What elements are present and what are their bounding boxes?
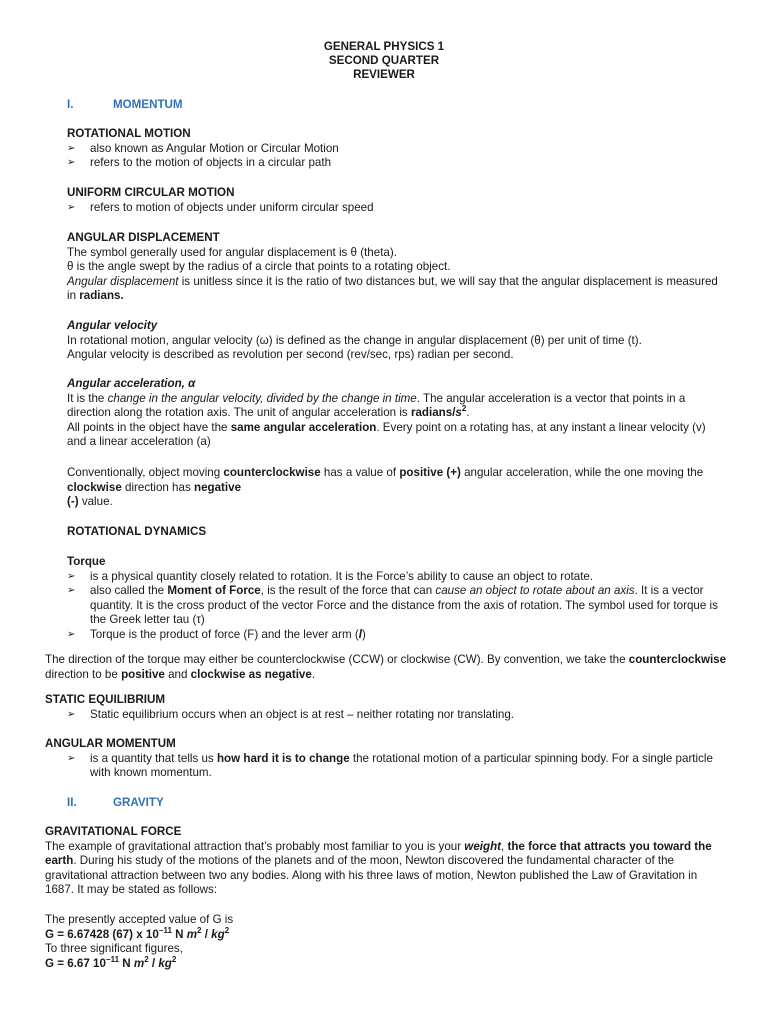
exponent: 2: [197, 925, 202, 935]
paragraph: [67, 275, 727, 304]
list-item-text: refers to motion of objects under uniform circular speed: [90, 200, 374, 214]
unit-variable: s: [455, 406, 462, 420]
exponent: −11: [105, 954, 120, 964]
italic-term: cause an object to rotate about an axis: [435, 584, 635, 598]
section-heading-gravity: [67, 796, 164, 811]
text-run: The direction of the torque may either be counterclockwise (CCW) or clockwise (CW). By convention, we take the: [45, 653, 629, 666]
list-item: [67, 201, 727, 216]
text-run: . It is a vector quantity. It is the cross product of the vector Force and the distance from the axis of rotation. The symbol used for torque is the Greek letter tau (τ): [90, 584, 718, 627]
text-run: G = 6.67428 (67) x 10: [45, 927, 159, 941]
rotational-motion-heading: ROTATIONAL MOTION: [67, 127, 191, 140]
list-item-text: refers to the motion of objects in a circular path: [90, 156, 332, 170]
text-run: .: [311, 667, 316, 681]
angular-momentum-heading: ANGULAR MOMENTUM: [45, 737, 176, 750]
arrowhead-bullet-icon: ➢: [67, 585, 76, 597]
text-run: and: [164, 667, 191, 681]
section-title: GRAVITY: [113, 796, 164, 809]
exponent: 2: [224, 925, 230, 935]
arrowhead-bullet-icon: ➢: [67, 752, 76, 764]
paragraph: [67, 421, 727, 450]
text-run: value.: [78, 495, 113, 509]
bold-term: negative: [193, 480, 242, 494]
rotation-direction-paragraph: [67, 466, 727, 510]
bold-term: radians.: [79, 289, 124, 303]
paragraph: In rotational motion, angular velocity (ω) is defined as the change in angular displacement (θ) per unit of time (t).: [67, 333, 642, 347]
list-item-text: Static equilibrium occurs when an object is at rest – neither rotating nor translating.: [90, 707, 515, 721]
arrowhead-bullet-icon: ➢: [67, 201, 76, 213]
list-item-text: [90, 584, 718, 626]
paragraph: [67, 392, 727, 421]
angular-acceleration-heading: Angular acceleration, α: [67, 377, 196, 390]
bold-term: radians/: [410, 406, 456, 420]
text-run: direction to be: [45, 667, 122, 681]
bold-term: clockwise: [67, 480, 122, 494]
title-line-3: REVIEWER: [353, 68, 415, 82]
text-run: The example of gravitational attraction that’s probably most familiar to you is your: [45, 839, 465, 853]
gravitational-force-heading: GRAVITATIONAL FORCE: [45, 825, 182, 838]
arrowhead-bullet-icon: ➢: [67, 142, 76, 154]
uniform-circular-motion-block: [67, 186, 727, 215]
g-value-equation-rounded: [45, 954, 727, 972]
paragraph: To three significant figures,: [45, 942, 183, 956]
text-run: direction has: [121, 480, 194, 494]
bold-term: counterclockwise: [223, 466, 321, 479]
torque-direction-paragraph: [45, 653, 727, 682]
paragraph: [45, 840, 727, 898]
text-run: Torque is the product of force (F) and the lever arm (: [90, 627, 359, 641]
gravitational-constant-block: [45, 913, 727, 971]
text-run: /: [148, 956, 159, 970]
angular-acceleration-block: [67, 377, 727, 450]
list-item: [67, 142, 727, 157]
text-run: . The angular acceleration is a vector that points in a direction along the rotation axis. The unit of angular acceleration is: [67, 391, 686, 420]
list-item-text: is a physical quantity closely related to rotation. It is the Force’s ability to cause an object to rotate.: [90, 569, 594, 583]
bold-term: (-): [67, 495, 79, 509]
bold-term: same angular acceleration: [230, 420, 377, 434]
bold-term: counterclockwise: [628, 653, 727, 666]
text-run: also called the: [90, 584, 168, 598]
bold-term: the force that attracts you toward the earth: [45, 839, 712, 868]
text-run: the rotational motion of a particular spinning body. For a single particle with known momentum.: [90, 751, 713, 780]
text-run: angular acceleration, while the one moving the: [460, 466, 704, 479]
text-run: ,: [501, 839, 508, 853]
unit-variable: kg: [158, 956, 172, 970]
lever-arm-symbol: l: [358, 627, 362, 641]
italic-term: change in the angular velocity, divided by the change in time: [107, 391, 417, 405]
bold-term: how hard it is to change: [216, 751, 350, 765]
bold-term: Moment of Force: [167, 584, 261, 598]
bold-term: positive: [121, 667, 165, 681]
exponent: 2: [171, 954, 177, 964]
list-item: [67, 570, 727, 585]
paragraph: The symbol generally used for angular displacement is θ (theta).: [67, 245, 397, 259]
angular-displacement-heading: ANGULAR DISPLACEMENT: [67, 231, 220, 244]
text-run: . During his study of the motions of the planets and of the moon, Newton discovered the fundamental character of the gravitational attraction between two any bodies. Along with his three laws of motion, Newton published the Law of Gravitation in 1687. It may be stated as follows:: [45, 854, 698, 897]
list-item: [67, 584, 727, 628]
torque-block: [67, 555, 727, 643]
list-item-text: also known as Angular Motion or Circular Motion: [90, 141, 339, 155]
arrowhead-bullet-icon: ➢: [67, 157, 76, 169]
text-run: , is the result of the force that can: [260, 584, 436, 598]
bold-italic-term: weight: [464, 839, 502, 853]
text-run: All points in the object have the: [67, 420, 231, 434]
unit-variable: m: [186, 927, 198, 941]
document-title: [0, 40, 768, 83]
exponent: 2: [144, 954, 149, 964]
italic-term: Angular displacement: [67, 274, 179, 288]
list-item: [67, 708, 727, 723]
angular-velocity-block: [67, 319, 727, 363]
text-run: N: [171, 927, 187, 941]
arrowhead-bullet-icon: ➢: [67, 708, 76, 720]
section-title: MOMENTUM: [113, 98, 183, 111]
text-run: N: [119, 956, 134, 970]
angular-displacement-block: [67, 231, 727, 304]
g-value-equation: [45, 925, 727, 943]
unit-variable: kg: [211, 927, 225, 941]
gravitational-force-block: [45, 825, 727, 898]
paragraph: θ is the angle swept by the radius of a circle that points to a rotating object.: [67, 260, 451, 274]
title-line-2: SECOND QUARTER: [328, 54, 440, 68]
paragraph: [45, 653, 727, 682]
arrowhead-bullet-icon: ➢: [67, 628, 76, 640]
text-run: . Every point on a rotating has, at any instant a linear velocity (v) and a linear acceleration (a): [67, 420, 706, 449]
list-item: [67, 628, 727, 643]
list-item-text: [90, 628, 366, 641]
text-run: G = 6.67 10: [45, 956, 106, 970]
text-run: ): [361, 627, 366, 641]
text-run: is a quantity that tells us: [90, 751, 217, 765]
bold-term: positive (+): [399, 466, 461, 479]
exponent: −11: [158, 925, 172, 935]
section-heading-momentum: [67, 98, 183, 113]
paragraph: Angular velocity is described as revolution per second (rev/sec, rps) radian per second.: [67, 348, 514, 362]
text-run: It is the: [67, 391, 108, 405]
uniform-circular-motion-heading: UNIFORM CIRCULAR MOTION: [67, 186, 235, 199]
list-item: [67, 752, 727, 781]
text-run: /: [201, 927, 212, 941]
list-item-text: [90, 752, 713, 780]
static-equilibrium-heading: STATIC EQUILIBRIUM: [45, 693, 166, 706]
text-run: .: [466, 406, 470, 420]
title-line-1: GENERAL PHYSICS 1: [323, 40, 445, 53]
text-run: Conventionally, object moving: [67, 466, 224, 479]
text-run: has a value of: [320, 466, 400, 479]
rotational-dynamics-heading-block: [67, 525, 727, 540]
paragraph: [67, 466, 707, 510]
rotational-motion-block: [67, 127, 727, 171]
rotational-dynamics-heading: ROTATIONAL DYNAMICS: [67, 525, 207, 538]
list-item: [67, 156, 727, 171]
paragraph: The presently accepted value of G is: [45, 913, 234, 926]
exponent: 2: [461, 404, 467, 414]
torque-heading: Torque: [67, 555, 106, 568]
static-equilibrium-block: [45, 693, 727, 722]
bold-term: clockwise as negative: [190, 667, 312, 681]
section-number: II.: [67, 796, 77, 809]
arrowhead-bullet-icon: ➢: [67, 570, 76, 582]
section-number: I.: [67, 98, 74, 111]
unit-variable: m: [133, 956, 145, 970]
angular-momentum-block: [45, 737, 727, 781]
angular-velocity-heading: Angular velocity: [67, 319, 158, 332]
text-run: is unitless since it is the ratio of two distances but, we will say that the angular displacement is measured in: [67, 274, 718, 303]
